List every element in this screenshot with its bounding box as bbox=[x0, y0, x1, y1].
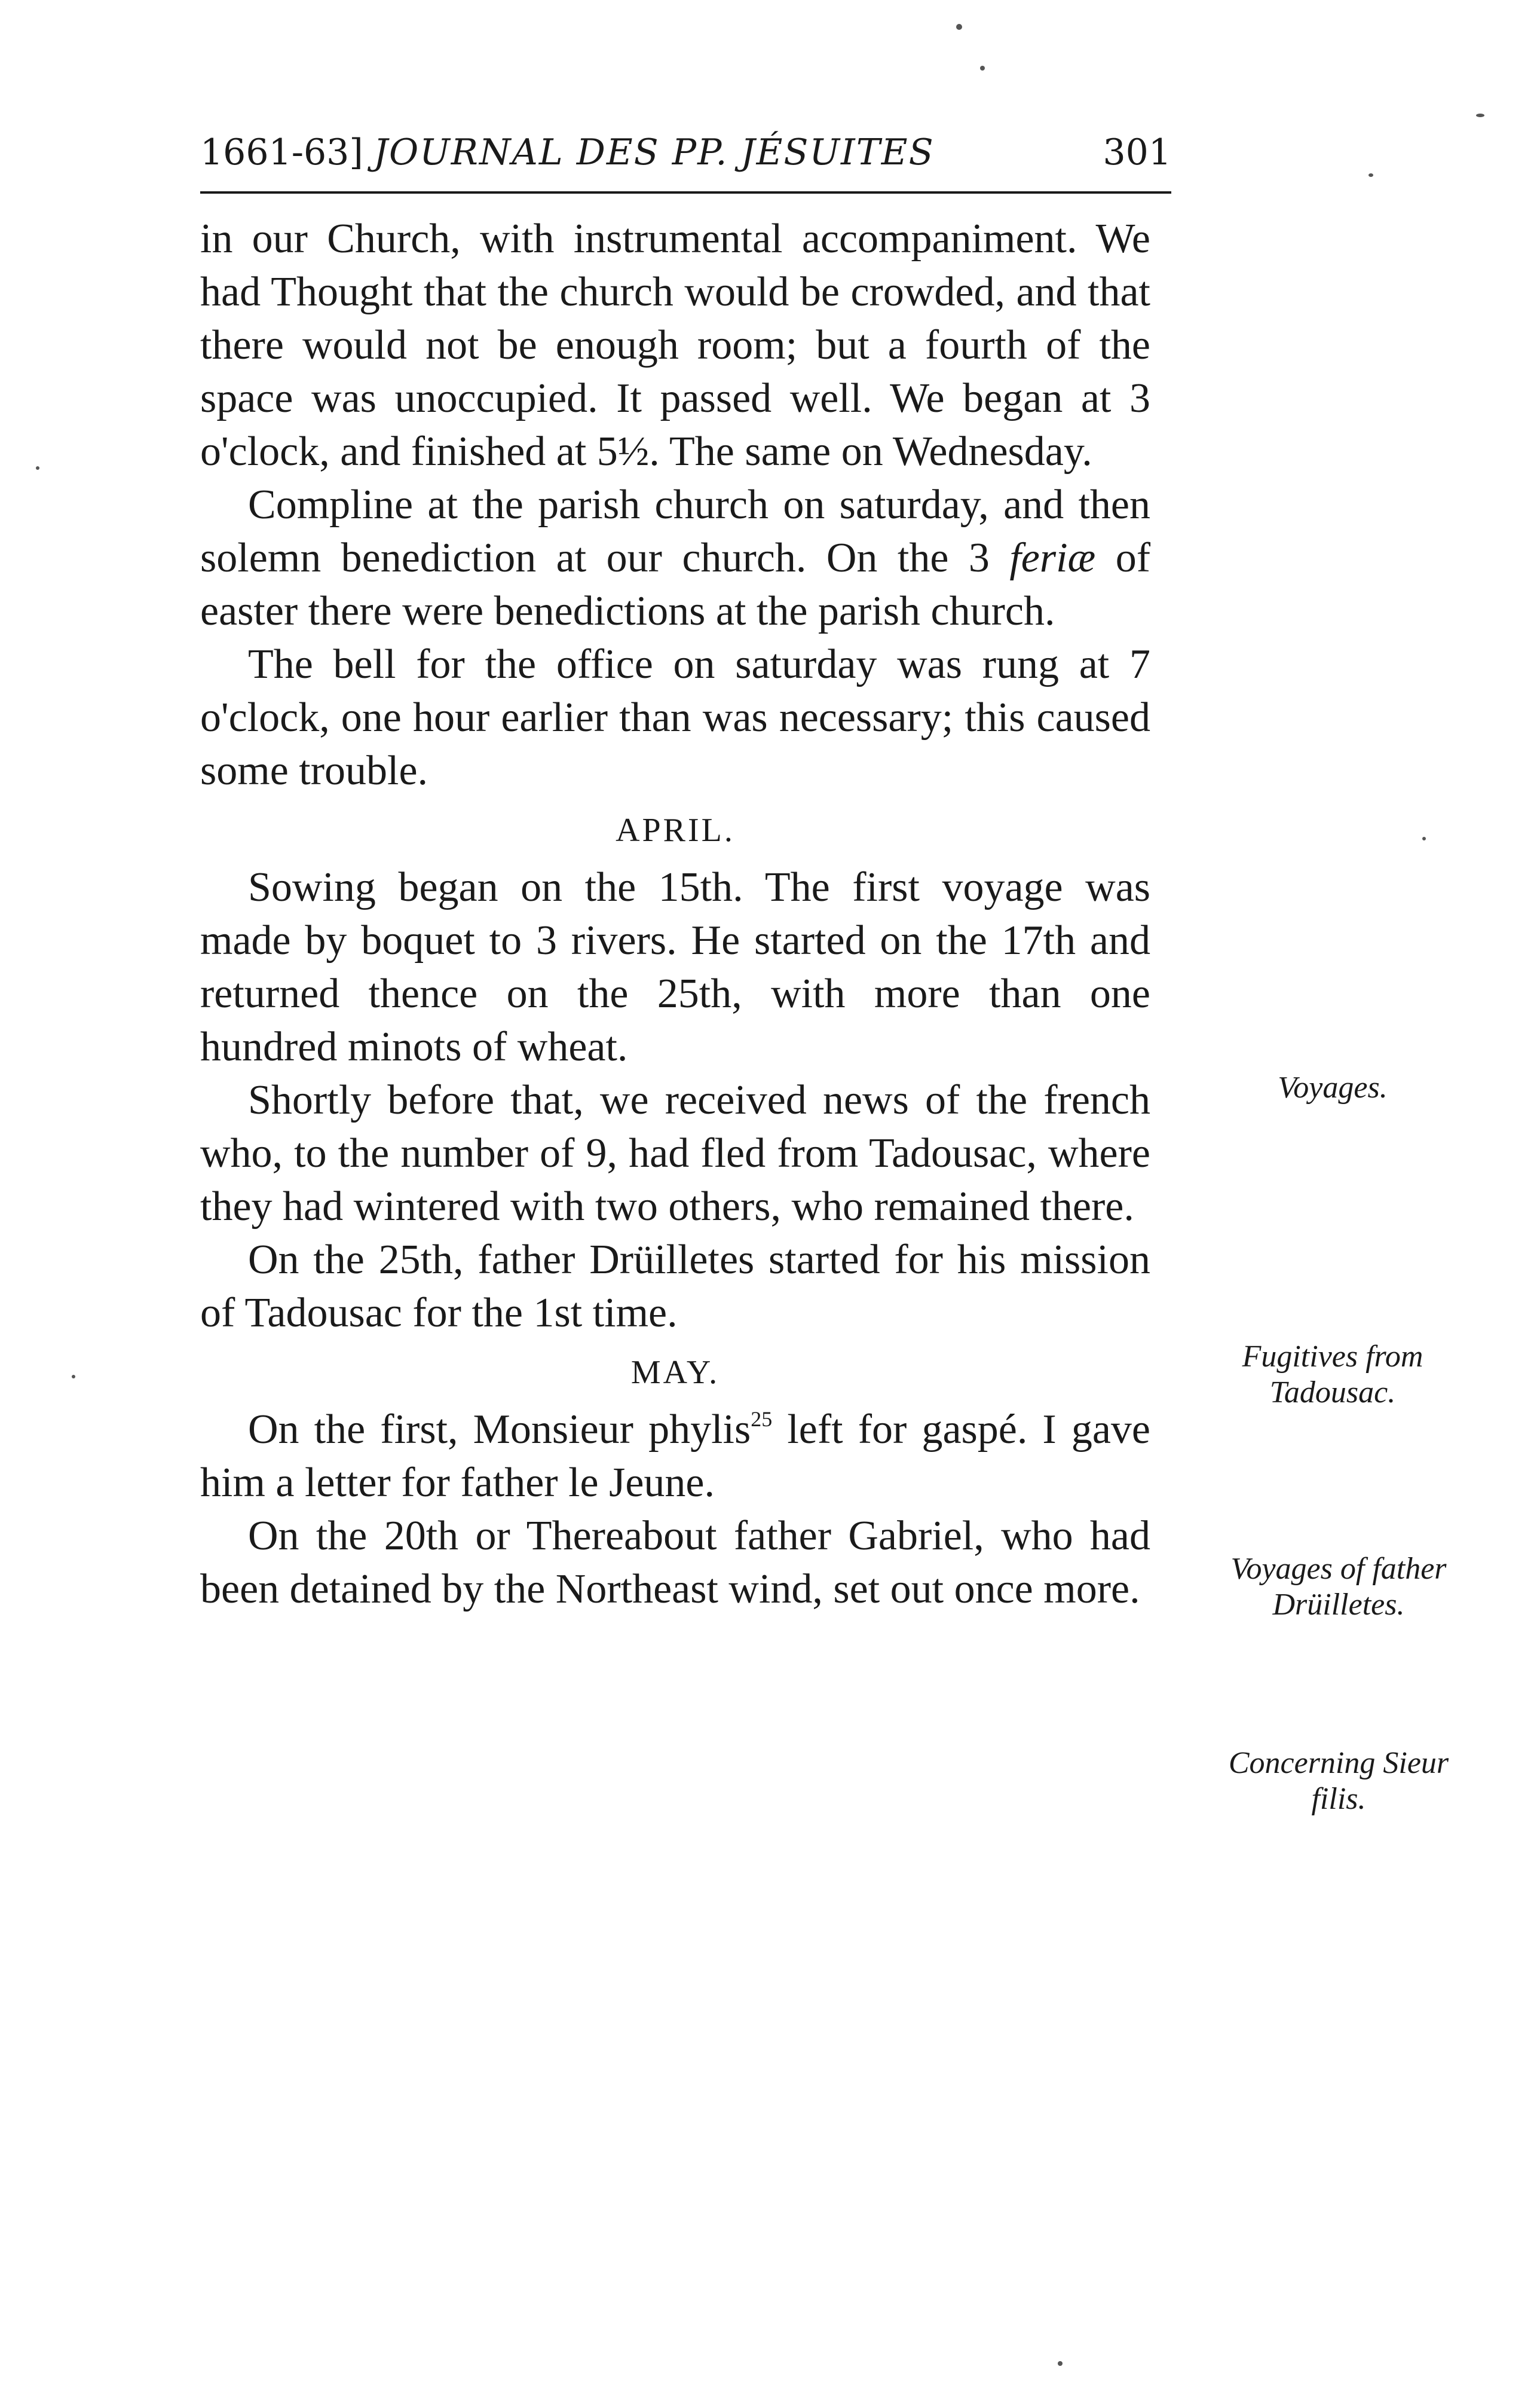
header-title: JOURNAL DES PP. JÉSUITES bbox=[373, 132, 935, 173]
margin-note-fugitives-line1: Fugitives from bbox=[1242, 1340, 1423, 1374]
paragraph-7-text: On the first, Monsieur phylis bbox=[248, 1407, 751, 1453]
scan-speck bbox=[980, 66, 985, 71]
header-rule bbox=[200, 191, 1171, 194]
margin-note-filis bbox=[1171, 1745, 1506, 1817]
margin-note-fugitives bbox=[1165, 1339, 1500, 1411]
feriae-word: feriæ bbox=[1009, 535, 1096, 581]
paragraph-7 bbox=[200, 1403, 1150, 1509]
paragraph-3: The bell for the office on saturday was rung at 7 o'clock, one hour earlier than was necessary; this caused some trouble. bbox=[200, 641, 1150, 794]
margin-note-fugitives-line2: Tadousac. bbox=[1269, 1375, 1396, 1409]
margin-note-druilletes-line2: Drüilletes. bbox=[1272, 1588, 1405, 1622]
margin-note-filis-line1: Concerning Sieur bbox=[1228, 1746, 1449, 1780]
margin-note-druilletes bbox=[1171, 1551, 1506, 1623]
paragraph-2-end: of easter there were benedictions at the parish church. bbox=[200, 535, 1151, 634]
paragraph-4: Sowing began on the 15th. The first voyage was made by boquet to 3 rivers. He started on the 17th and returned thence on the 25th, with more than one hundred minots of wheat. bbox=[200, 864, 1150, 1070]
paragraph-7-end: left for gaspé. I gave him a letter for father le Jeune. bbox=[200, 1407, 1150, 1506]
header-years: 1661-63] bbox=[200, 132, 363, 173]
main-text-column bbox=[200, 212, 1150, 1616]
margin-note-voyages bbox=[1165, 1070, 1500, 1106]
margin-note-voyages-text: Voyages. bbox=[1278, 1071, 1388, 1105]
scan-speck bbox=[72, 1375, 75, 1378]
page-number: 301 bbox=[1103, 132, 1171, 173]
scan-speck bbox=[1368, 173, 1373, 177]
margin-note-filis-line2: filis. bbox=[1311, 1782, 1366, 1816]
margin-note-druilletes-line1: Voyages of father bbox=[1230, 1552, 1447, 1586]
scan-speck bbox=[1476, 114, 1484, 117]
scan-speck bbox=[956, 24, 962, 30]
running-header bbox=[200, 126, 1171, 179]
scan-speck bbox=[1422, 837, 1426, 840]
paragraph-8: On the 20th or Thereabout father Gabriel, who had been detained by the Northeast wind, set out once more. bbox=[200, 1513, 1150, 1612]
scan-speck bbox=[36, 466, 39, 470]
paragraph-2 bbox=[200, 478, 1150, 638]
april-heading: APRIL. bbox=[616, 812, 735, 849]
paragraph-1: in our Church, with instrumental accompaniment. We had Thought that the church would be crowded, and that there would not be enough room; but a fourth of the space was unoccupied. It passed well. We began at 3 o'clock, and finished at 5½. The same on Wednesday. bbox=[200, 216, 1150, 475]
paragraph-2-text: Compline at the parish church on saturday, and then solemn benediction at our church. On the 3 bbox=[200, 482, 1150, 581]
paragraph-6: On the 25th, father Drüilletes started for his mission of Tadousac for the 1st time. bbox=[200, 1237, 1150, 1336]
footnote-reference: 25 bbox=[751, 1407, 773, 1431]
may-heading: MAY. bbox=[630, 1354, 720, 1391]
paragraph-5: Shortly before that, we received news of the french who, to the number of 9, had fled from Tadousac, where they had wintered with two others, who remained there. bbox=[200, 1077, 1150, 1230]
scan-speck bbox=[1058, 2361, 1063, 2366]
